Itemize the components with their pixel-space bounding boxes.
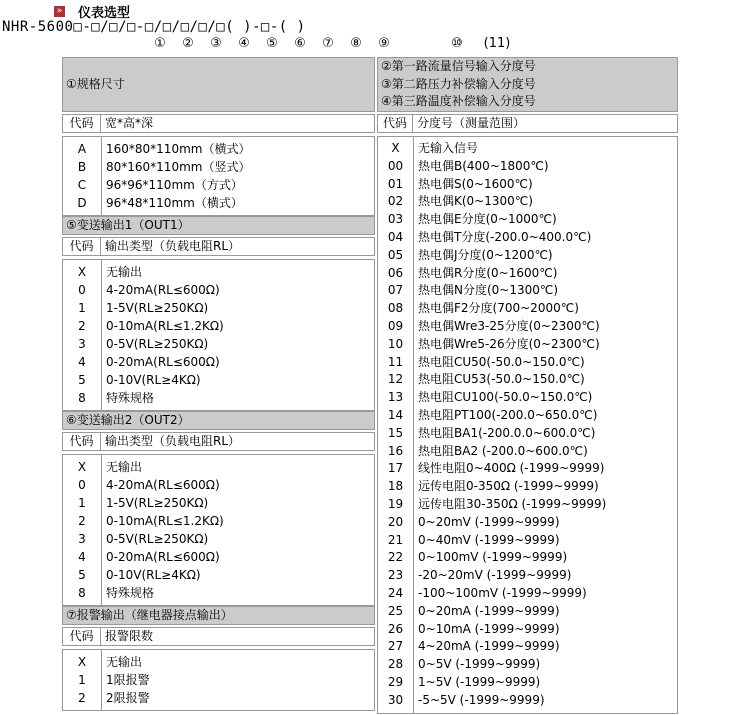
table-row	[378, 265, 677, 283]
row-code: 8	[78, 391, 86, 405]
table-row	[378, 443, 677, 461]
row-code: 1	[78, 496, 86, 510]
marker: ①	[154, 36, 166, 51]
row-desc: 0-10mA(RL≤1.2KΩ)	[106, 319, 224, 333]
table-row	[378, 496, 677, 514]
table-body	[62, 136, 375, 216]
row-code: B	[77, 160, 87, 174]
marker: ⑤	[266, 36, 278, 51]
table-row	[378, 318, 677, 336]
table-row	[63, 566, 374, 584]
row-desc: 96*96*110mm（方式）	[106, 178, 243, 192]
table-row	[378, 336, 677, 354]
row-code: 1	[78, 301, 86, 315]
table-row	[63, 371, 374, 389]
row-desc: 2限报警	[106, 691, 150, 705]
row-desc: 0-10mA(RL≤1.2KΩ)	[106, 514, 224, 528]
selection-table-right	[377, 57, 678, 714]
row-code: 16	[387, 443, 404, 458]
row-desc: -5~5V (-1999~9999)	[418, 692, 545, 707]
row-code: 15	[387, 425, 404, 440]
row-desc: 热电偶Wre3-25分度(0~2300℃)	[418, 318, 600, 333]
row-desc: 80*160*110mm（竖式）	[106, 160, 251, 174]
marker: ⑨	[378, 36, 390, 51]
row-desc: 无输出	[106, 655, 143, 669]
row-code: 07	[387, 283, 404, 298]
row-desc: 1-5V(RL≥250KΩ)	[106, 301, 209, 315]
table-body	[377, 136, 678, 714]
table-row	[378, 407, 677, 425]
row-desc: 4~20mA (-1999~9999)	[418, 639, 560, 654]
table-row	[378, 478, 677, 496]
table-row	[63, 689, 374, 707]
table-row	[63, 353, 374, 371]
row-desc: 远传电阻0-350Ω (-1999~9999)	[418, 479, 599, 494]
table-header	[377, 114, 678, 133]
row-desc: 热电偶F2分度(700~2000℃)	[418, 301, 579, 316]
row-code: 3	[78, 532, 86, 546]
row-desc: 0-20mA(RL≤600Ω)	[106, 550, 220, 564]
section-title: ⑦报警输出（继电器接点输出）	[62, 606, 375, 625]
row-code: C	[77, 178, 87, 192]
row-code: 26	[387, 621, 404, 636]
marker: ⑥	[294, 36, 306, 51]
row-desc: 0-10V(RL≥4KΩ)	[106, 373, 201, 387]
row-desc: 热电偶E分度(0~1000℃)	[418, 212, 557, 227]
row-code: X	[77, 655, 87, 669]
row-code: 3	[78, 337, 86, 351]
row-code: 28	[387, 657, 404, 672]
row-code: 27	[387, 639, 404, 654]
marker: ④	[238, 36, 250, 51]
row-desc: 线性电阻0~400Ω (-1999~9999)	[418, 461, 605, 476]
row-code: 30	[387, 692, 404, 707]
table-row	[63, 194, 374, 212]
table-row	[63, 458, 374, 476]
table-row	[378, 549, 677, 567]
table-row	[63, 653, 374, 671]
table-row	[63, 584, 374, 602]
table-row	[378, 176, 677, 194]
table-row	[378, 425, 677, 443]
header-label: 分度号（测量范围）	[417, 116, 526, 130]
row-desc: 热电阻CU53(-50.0~150.0℃)	[418, 372, 585, 387]
row-desc: 96*48*110mm（横式）	[106, 196, 243, 210]
table-row	[63, 158, 374, 176]
row-code: D	[77, 196, 87, 210]
table-row	[378, 354, 677, 372]
row-code: 05	[387, 247, 404, 262]
section-output2	[62, 411, 375, 606]
row-code: 2	[78, 319, 86, 333]
row-code: 21	[387, 532, 404, 547]
table-row	[378, 692, 677, 710]
row-desc: 0~20mA (-1999~9999)	[418, 603, 560, 618]
row-code: 5	[78, 568, 86, 582]
table-row	[378, 603, 677, 621]
row-desc: 0-5V(RL≥250KΩ)	[106, 532, 209, 546]
input-title-temperature: ④第三路温度补偿输入分度号	[381, 94, 536, 109]
table-header	[62, 627, 375, 646]
row-desc: 热电偶N分度(0~1300℃)	[418, 283, 559, 298]
row-desc: 0-20mA(RL≤600Ω)	[106, 355, 220, 369]
table-row	[63, 671, 374, 689]
table-row	[63, 512, 374, 530]
table-row	[378, 638, 677, 656]
table-row	[378, 282, 677, 300]
row-desc: 无输出	[106, 265, 143, 279]
table-row	[378, 460, 677, 478]
marker: ②	[182, 36, 194, 51]
row-code: 0	[78, 283, 86, 297]
marker: ⑩	[451, 36, 463, 51]
red-arrow-bullet-icon: »	[54, 6, 65, 17]
table-row	[378, 567, 677, 585]
row-code: 01	[387, 176, 404, 191]
page-title: 仪表选型	[78, 5, 131, 21]
row-code: 25	[387, 603, 404, 618]
marker-row	[0, 36, 735, 53]
row-code: 1	[78, 673, 86, 687]
header-code: 代码	[63, 238, 101, 255]
table-row	[378, 674, 677, 692]
input-title-flow: ②第一路流量信号输入分度号	[381, 59, 536, 73]
table-row	[378, 300, 677, 318]
row-desc: 0-5V(RL≥250KΩ)	[106, 337, 209, 351]
table-row	[63, 476, 374, 494]
model-code: NHR-5600□-□/□/□-□/□/□/□/□( )-□-( )	[2, 19, 306, 35]
row-desc: 无输入信号	[418, 141, 479, 155]
row-code: 8	[78, 586, 86, 600]
row-code: 13	[387, 390, 404, 405]
row-desc: 热电阻CU100(-50.0~150.0℃)	[418, 390, 593, 405]
row-desc: 热电偶R分度(0~1600℃)	[418, 265, 558, 280]
section-spec-size	[62, 57, 375, 216]
marker: ⑦	[322, 36, 334, 51]
table-body	[62, 649, 375, 711]
table-row	[63, 140, 374, 158]
table-row	[378, 247, 677, 265]
section-title: ①规格尺寸	[62, 57, 375, 112]
table-row	[378, 656, 677, 674]
row-desc: 4-20mA(RL≤600Ω)	[106, 283, 220, 297]
row-desc: 160*80*110mm（横式）	[106, 142, 251, 156]
row-code: 24	[387, 585, 404, 600]
row-desc: 热电阻PT100(-200.0~650.0℃)	[418, 407, 598, 422]
row-code: 2	[78, 691, 86, 705]
row-code: 5	[78, 373, 86, 387]
row-code: 19	[387, 496, 404, 511]
row-desc: 0~10mA (-1999~9999)	[418, 621, 560, 636]
row-code: 00	[387, 158, 404, 173]
table-row	[63, 530, 374, 548]
row-desc: 0-10V(RL≥4KΩ)	[106, 568, 201, 582]
row-desc: 热电偶J分度(0~1200℃)	[418, 247, 553, 262]
row-code: 23	[387, 568, 404, 583]
row-desc: 远传电阻30-350Ω (-1999~9999)	[418, 496, 607, 511]
marker: (11)	[483, 36, 511, 51]
table-row	[63, 317, 374, 335]
section-alarm-output	[62, 606, 375, 711]
row-desc: 热电偶K(0~1300℃)	[418, 194, 533, 209]
section-output1	[62, 216, 375, 411]
row-desc: 0~5V (-1999~9999)	[418, 657, 541, 672]
row-desc: 1限报警	[106, 673, 150, 687]
input-title-pressure: ③第二路压力补偿输入分度号	[381, 76, 536, 91]
row-code: 02	[387, 194, 404, 209]
row-code: 0	[78, 478, 86, 492]
row-code: A	[77, 142, 87, 156]
selection-table-left	[62, 57, 375, 711]
table-row	[63, 263, 374, 281]
selection-tables	[62, 57, 735, 714]
table-row	[378, 514, 677, 532]
row-desc: 热电偶S(0~1600℃)	[418, 176, 533, 191]
row-code: 10	[387, 336, 404, 351]
header-code: 代码	[378, 115, 413, 132]
row-desc: 热电偶T分度(-200.0~400.0℃)	[418, 229, 592, 244]
row-desc: 特殊规格	[106, 586, 155, 600]
row-desc: 1~5V (-1999~9999)	[418, 674, 541, 689]
row-code: 18	[387, 479, 404, 494]
table-row	[63, 299, 374, 317]
row-desc: 热电偶B(400~1800℃)	[418, 158, 549, 173]
row-code: 20	[387, 514, 404, 529]
table-row	[378, 193, 677, 211]
row-code: X	[77, 460, 87, 474]
row-code: 4	[78, 355, 86, 369]
row-code: 17	[387, 461, 404, 476]
table-row	[378, 229, 677, 247]
table-row	[378, 158, 677, 176]
row-desc: 0~40mV (-1999~9999)	[418, 532, 560, 547]
row-desc: 特殊规格	[106, 391, 155, 405]
row-code: X	[391, 141, 400, 155]
section-title: ⑥变送输出2（OUT2）	[62, 411, 375, 430]
table-row	[63, 176, 374, 194]
row-desc: -100~100mV (-1999~9999)	[418, 585, 587, 600]
header-label: 报警限数	[105, 629, 154, 643]
row-code: 14	[387, 407, 404, 422]
page-header	[0, 0, 735, 53]
table-body	[62, 454, 375, 606]
header-label: 输出类型（负载电阻RL）	[105, 434, 241, 448]
section-title	[377, 57, 678, 112]
row-code: 12	[387, 372, 404, 387]
table-row	[63, 335, 374, 353]
table-row	[63, 494, 374, 512]
header-label: 宽*高*深	[105, 116, 154, 130]
row-code: 04	[387, 229, 404, 244]
row-code: 03	[387, 212, 404, 227]
header-label: 输出类型（负载电阻RL）	[105, 239, 241, 253]
table-row	[378, 389, 677, 407]
table-row	[63, 548, 374, 566]
table-row	[378, 532, 677, 550]
row-desc: 1-5V(RL≥250KΩ)	[106, 496, 209, 510]
row-desc: 无输出	[106, 460, 143, 474]
row-code: 29	[387, 674, 404, 689]
table-row	[378, 585, 677, 603]
row-desc: 4-20mA(RL≤600Ω)	[106, 478, 220, 492]
header-code: 代码	[63, 433, 101, 450]
table-row	[378, 371, 677, 389]
marker: ③	[210, 36, 222, 51]
header-code: 代码	[63, 628, 101, 645]
row-code: 11	[387, 354, 404, 369]
table-body	[62, 259, 375, 411]
row-code: 09	[387, 318, 404, 333]
row-code: 4	[78, 550, 86, 564]
row-code: 22	[387, 550, 404, 565]
row-desc: 热电阻BA1(-200.0.0~600.0℃)	[418, 425, 596, 440]
table-row	[63, 281, 374, 299]
row-desc: 0~100mV (-1999~9999)	[418, 550, 568, 565]
row-code: 2	[78, 514, 86, 528]
section-title: ⑤变送输出1（OUT1）	[62, 216, 375, 235]
header-code: 代码	[63, 115, 101, 132]
marker: ⑧	[350, 36, 362, 51]
row-code: X	[77, 265, 87, 279]
row-code: 06	[387, 265, 404, 280]
table-header	[62, 237, 375, 256]
table-row	[378, 621, 677, 639]
table-row	[63, 389, 374, 407]
table-row	[378, 140, 677, 158]
row-code: 08	[387, 301, 404, 316]
row-desc: -20~20mV (-1999~9999)	[418, 568, 572, 583]
table-header	[62, 114, 375, 133]
row-desc: 热电阻CU50(-50.0~150.0℃)	[418, 354, 585, 369]
row-desc: 热电阻BA2 (-200.0~600.0℃)	[418, 443, 588, 458]
row-desc: 0~20mV (-1999~9999)	[418, 514, 560, 529]
table-header	[62, 432, 375, 451]
row-desc: 热电偶Wre5-26分度(0~2300℃)	[418, 336, 600, 351]
table-row	[378, 211, 677, 229]
